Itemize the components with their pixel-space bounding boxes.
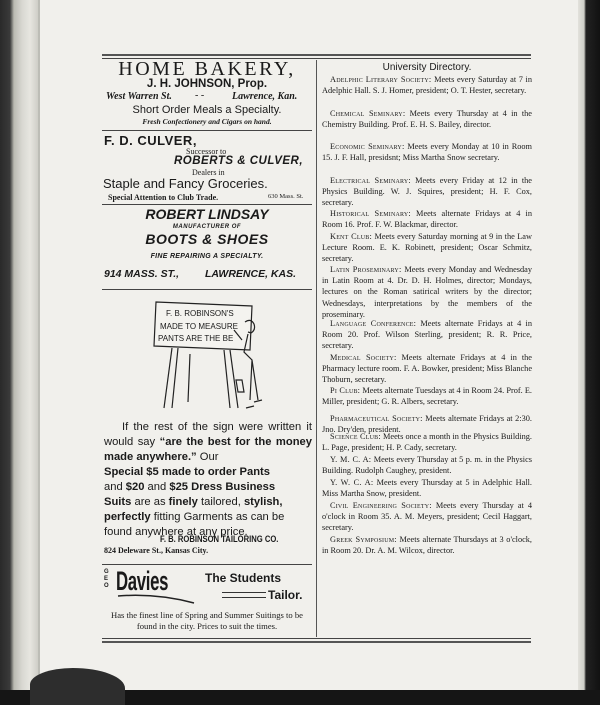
home-bakery-proprietor: J. H. JOHNSON, Prop. (146, 78, 268, 90)
directory-entry (322, 454, 532, 476)
book-binding-edge (0, 0, 38, 705)
davies-swash (116, 593, 196, 605)
directory-entry (322, 352, 532, 386)
directory-entry-text: Meets alternate Tuesdays at 4 in Room 24. Prof. E. Miller, president; G. R. Albers, secretary. (322, 386, 532, 407)
davies-rule (222, 592, 266, 598)
robinson-suits-e: stylish, (243, 496, 283, 508)
davies-text: Has the finest line of Spring and Summer Suitings to be found in the city. Prices to suit the times. (111, 610, 303, 631)
robinson-suits-b: are as (131, 496, 169, 508)
sign-line-1: F. B. ROBINSON'S (166, 309, 234, 318)
culver-name: F. D. CULVER, (104, 133, 197, 148)
top-rule (102, 54, 531, 56)
directory-entry-text: Meets every Thursday at 5 p. m. in the Physics Building. Rudolph Caughey, president. (322, 455, 532, 476)
bottom-rule-thin (102, 638, 531, 639)
directory-entry-text: Meets alternate Fridays at 2:30. Jno. Dry'den, president. (322, 414, 532, 435)
davies-tailor: Tailor. (268, 588, 303, 602)
directory-entry-text: Meets alternate Fridays at 4 in Room 16. Prof. F. W. Blackmar, director. (322, 209, 532, 230)
robinson-and-d: $25 Dress Business (169, 481, 276, 493)
directory-entry (322, 74, 532, 96)
directory-entry-name: Latin Proseminary: (330, 265, 402, 274)
divider-2 (102, 204, 312, 205)
culver-goods: Staple and Fancy Groceries. (103, 176, 268, 191)
thumb-shadow (30, 668, 125, 705)
lindsay-manufacturer: MANUFACTURER OF (172, 224, 242, 230)
directory-entry-name: Economic Seminary: (330, 142, 405, 151)
home-bakery-title: HOME BAKERY, (118, 58, 296, 80)
divider-3 (102, 289, 312, 290)
directory-entry-text: Meets every Friday at 12 in the Physics Building. W. J. Squires, president; H. F. Cox, secretary. (322, 176, 532, 208)
directory-entry-name: Y. W. C. A: (330, 478, 374, 487)
robinson-address: 824 Deleware St., Kansas City. (104, 546, 209, 555)
directory-entry-text: Meets alternate Fridays at 4 in the Pharmacy lecture room. F. A. Bowker, president; Miss Blanche Thoburn, secretary. (322, 353, 532, 385)
directory-entry-name: Pi Club: (330, 386, 361, 395)
davies-name: Davies (116, 566, 169, 596)
robinson-and-a: and (104, 481, 126, 493)
directory-entry-text: Meets alternate Thursdays at 3 o'clock, in Room 20. Dr. A. M. Wilcox, director. (322, 535, 532, 556)
directory-entry-name: Historical Seminary: (330, 209, 411, 218)
directory-entry-name: Greek Symposium: (330, 535, 397, 544)
directory-entry (322, 141, 532, 163)
culver-address: 630 Mass. St. (268, 193, 304, 200)
home-bakery-subline: Fresh Confectionery and Cigars on hand. (142, 117, 272, 126)
robinson-company: F. B. ROBINSON TAILORING CO. (160, 534, 279, 544)
home-bakery-dashes: - - (195, 90, 205, 101)
robinson-our: Our (196, 451, 219, 463)
directory-entry-text: Meets every Thursday at 4 in the Chemistry Building. Prof. E. H. S. Bailey, director. (322, 109, 532, 130)
robinson-quote: “are the best for the money made anywhere.” (104, 436, 312, 463)
robinson-para: If the rest of the sign were written it would say (104, 421, 312, 448)
robinson-perfectly-b: fitting Garments as can be (150, 511, 285, 523)
directory-entry (322, 431, 532, 453)
bottom-rule (102, 641, 531, 643)
directory-entry-name: Kent Club: (330, 232, 372, 241)
home-bakery-city: Lawrence, Kan. (232, 91, 298, 102)
davies-students: The Students (205, 571, 282, 585)
directory-entry-name: Chemical Seminary: (330, 109, 406, 118)
home-bakery-tagline: Short Order Meals a Specialty. (132, 104, 282, 116)
culver-attention: Special Attention to Club Trade. (108, 193, 219, 202)
directory-entry-text: Meets every Saturday morning at 9 in the Law Lecture Room. E. K. Robinett, president; Oscar Schmitz, secretary. (322, 232, 532, 264)
divider-4 (102, 564, 312, 565)
lindsay-repairing: FINE REPAIRING A SPECIALTY. (150, 253, 264, 260)
right-page-edge (578, 0, 600, 705)
directory-entry-name: Pharmaceutical Society: (330, 414, 423, 423)
directory-entry-name: Civil Engineering Society: (330, 501, 432, 510)
directory-entry-name: Adelphic Literary Society: (330, 75, 432, 84)
lindsay-name: ROBERT LINDSAY (145, 206, 269, 222)
directory-entry (322, 264, 532, 320)
culver-dealers: Dealers in (192, 168, 225, 177)
directory-entry-text: Meets every Monday at 10 in Room 15. J. F. Hall, presidsnt; Miss Martha Snow secretary. (322, 142, 532, 163)
robinson-and-b: $20 (125, 481, 145, 493)
robinson-found: found anywhere at any price. (104, 526, 248, 538)
directory-entry-text: Meets every Monday and Wednesday in Latin Room at 4. Dr. D. H. Holmes, director; Mondays, lectures on the Roman satirical writers by the director; Wednesdays, interpretations by the members of the proseminary. (322, 265, 533, 319)
sign-line-3: PANTS ARE THE BE (158, 334, 234, 343)
robinson-suits-c: finely (168, 496, 198, 508)
robinson-ad-text (104, 420, 312, 540)
robinson-special: Special $5 made to order Pants (104, 466, 271, 478)
sign-painter-illustration (150, 296, 265, 416)
robinson-suits-d: tailored, (197, 496, 244, 508)
directory-entry (322, 477, 532, 499)
lindsay-street: 914 MASS. ST., (104, 268, 180, 280)
directory-entry (322, 175, 532, 209)
lindsay-goods: BOOTS & SHOES (145, 231, 269, 247)
divider-1 (102, 130, 312, 131)
directory-entry-text: Meets alternate Fridays at 4 in Room 20. Prof. Wilson Sterling, president; R. R. Price, secretary. (322, 319, 533, 351)
home-bakery-street: West Warren St. (106, 91, 172, 102)
directory-entry (322, 108, 532, 130)
sign-line-2: MADE TO MEASURE (160, 322, 238, 331)
culver-firm: ROBERTS & CULVER, (174, 155, 304, 167)
robinson-and-c: and (144, 481, 170, 493)
culver-successor: Successor to (186, 147, 227, 156)
column-divider (316, 60, 317, 637)
directory-entry (322, 208, 532, 230)
directory-entry (322, 534, 532, 556)
directory-entry-text: Meets once a month in the Physics Building. L. Page, president; H. P. Cady, secretary. (322, 432, 532, 453)
directory-entry-text: Meets every Thursday at 5 in Adelphic Hall. Miss Martha Snow, president. (322, 478, 533, 499)
robinson-suits-a: Suits (104, 496, 132, 508)
lindsay-city: LAWRENCE, KAS. (205, 268, 297, 280)
directory-entry (322, 318, 532, 352)
directory-entry (322, 231, 532, 265)
robinson-perfectly-a: perfectly (104, 511, 151, 523)
directory-title: University Directory. (382, 62, 472, 73)
davies-geo: GEO (104, 569, 109, 589)
directory-entry-name: Electrical Seminary: (330, 176, 411, 185)
directory-entry-text: Meets every Saturday at 7 in Adelphic Hall. S. J. Homer, president; O. T. Hester, secretary. (322, 75, 532, 96)
directory-entry-name: Science Club: (330, 432, 381, 441)
directory-entry-text: Meets every Thursday at 4 o'clock in Room 35. A. M. Meyers, president; Cecil Haggart, secretary. (322, 501, 532, 533)
directory-entry-name: Medical Society: (330, 353, 397, 362)
directory-entry (322, 500, 532, 534)
directory-entry-name: Language Conference: (330, 319, 417, 328)
directory-entry-name: Y. M. C. A: (330, 455, 372, 464)
directory-entry (322, 385, 532, 407)
